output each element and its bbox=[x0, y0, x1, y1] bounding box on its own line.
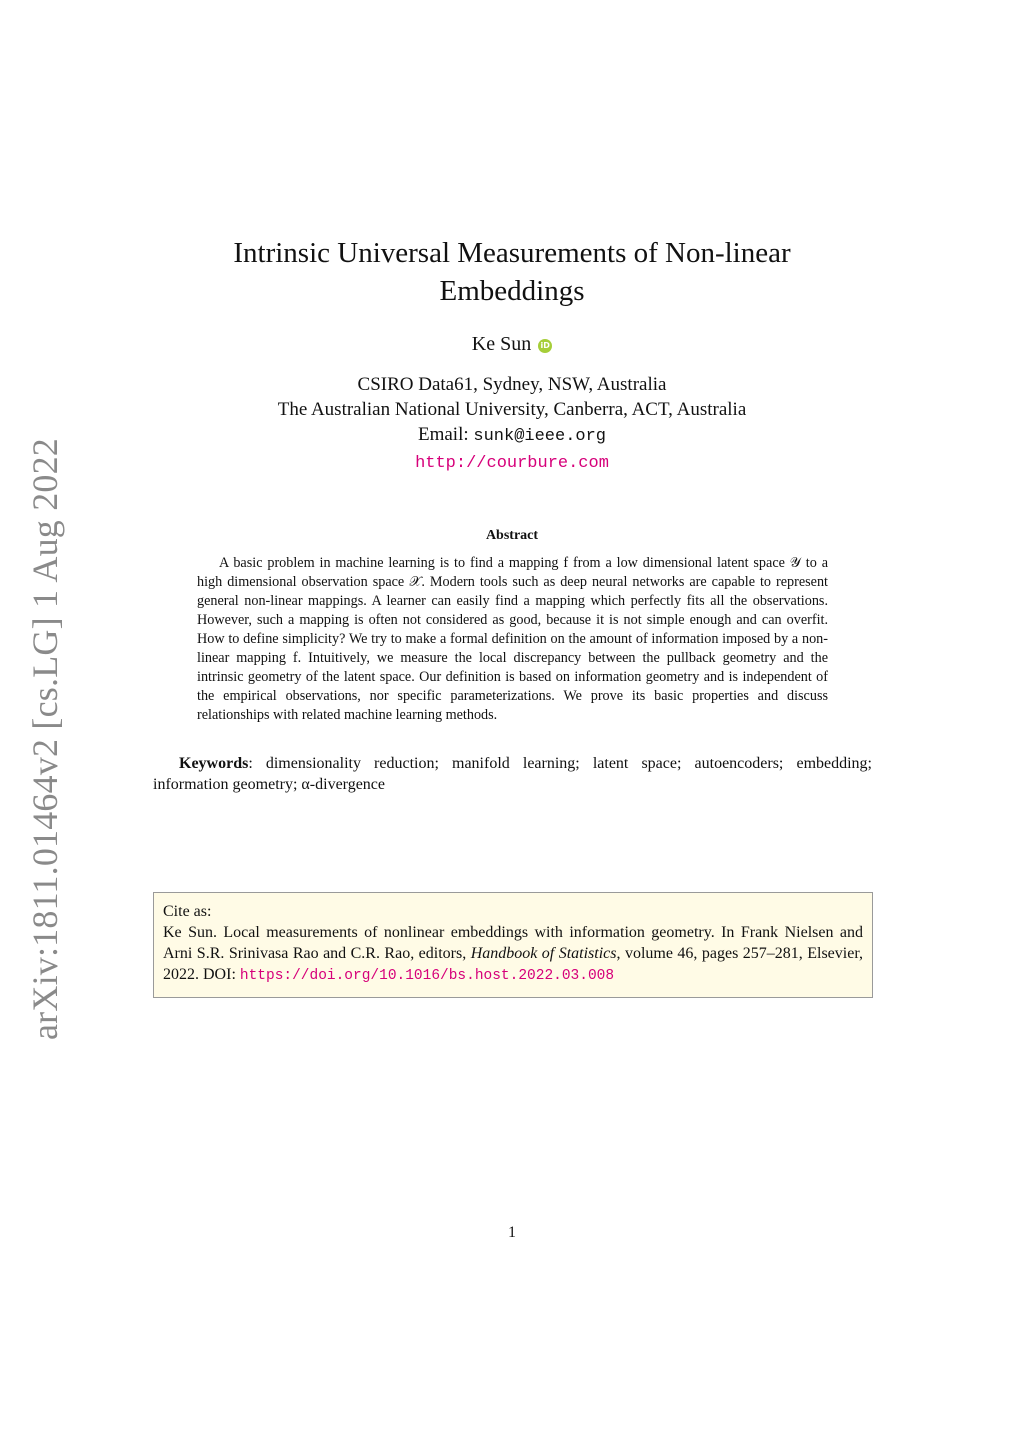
keywords-text: : dimensionality reduction; manifold learning; latent space; autoencoders; embedding; information geometry; α-divergence bbox=[153, 755, 872, 793]
paper-title-line-1: Intrinsic Universal Measurements of Non-linear bbox=[233, 237, 791, 269]
author-name: Ke Sun bbox=[471, 333, 532, 355]
abstract-heading: Abstract bbox=[485, 528, 539, 543]
affiliation-line-1: CSIRO Data61, Sydney, NSW, Australia bbox=[357, 374, 667, 395]
affiliation-line-2: The Australian National University, Canberra, ACT, Australia bbox=[277, 399, 747, 420]
author-block bbox=[0, 332, 1024, 356]
citation-text bbox=[163, 922, 863, 987]
cite-label: Cite as: bbox=[163, 903, 212, 920]
abstract-text: A basic problem in machine learning is to find a mapping f from a low dimensional latent space 𝒴 to a high dimensional observation space 𝒳. Modern tools such as deep neural networks are capable to represent general non-linear mappings. A learner can easily find a mapping which perfectly fits all the observations. However, such a mapping is often not considered as good, because it is not simple enough and can overfit. How to define simplicity? We try to make a formal definition on the amount of information imposed by a non-linear mapping f. Intuitively, we measure the local discrepancy between the pullback geometry and the intrinsic geometry of the latent space. Our definition is based on information geometry and is independent of the empirical observations, nor specific parameterizations. We prove its basic properties and discuss relationships with related machine learning methods. bbox=[197, 555, 828, 723]
citation-text-after: , volume 46, pages 257–281, Elsevier, 2022. DOI: bbox=[163, 945, 864, 983]
website-link[interactable]: http://courbure.com bbox=[415, 454, 609, 473]
website-line bbox=[0, 449, 1024, 476]
arxiv-identifier-stamp: arXiv:1811.01464v2 [cs.LG] 1 Aug 2022 bbox=[25, 438, 65, 1040]
citation-text-before: Ke Sun. Local measurements of nonlinear embeddings with information geometry. In Frank Nielsen and Arni S.R. Srinivasa Rao and C.R. Rao, editors, bbox=[163, 924, 863, 962]
paper-title bbox=[0, 234, 1024, 310]
email-line bbox=[0, 422, 1024, 449]
email-label: Email: bbox=[417, 424, 469, 445]
affiliation-block bbox=[0, 372, 1024, 476]
citation-book-title: Handbook of Statistics bbox=[470, 945, 617, 962]
orcid-icon[interactable]: iD bbox=[538, 339, 552, 353]
keywords-label: Keywords bbox=[179, 755, 249, 772]
email-address: sunk@ieee.org bbox=[473, 427, 607, 446]
cite-as-box bbox=[153, 892, 873, 998]
doi-link[interactable]: https://doi.org/10.1016/bs.host.2022.03.008 bbox=[239, 968, 615, 984]
page-number: 1 bbox=[508, 1224, 516, 1241]
keywords-paragraph bbox=[153, 753, 872, 795]
paper-title-line-2: Embeddings bbox=[439, 275, 585, 307]
